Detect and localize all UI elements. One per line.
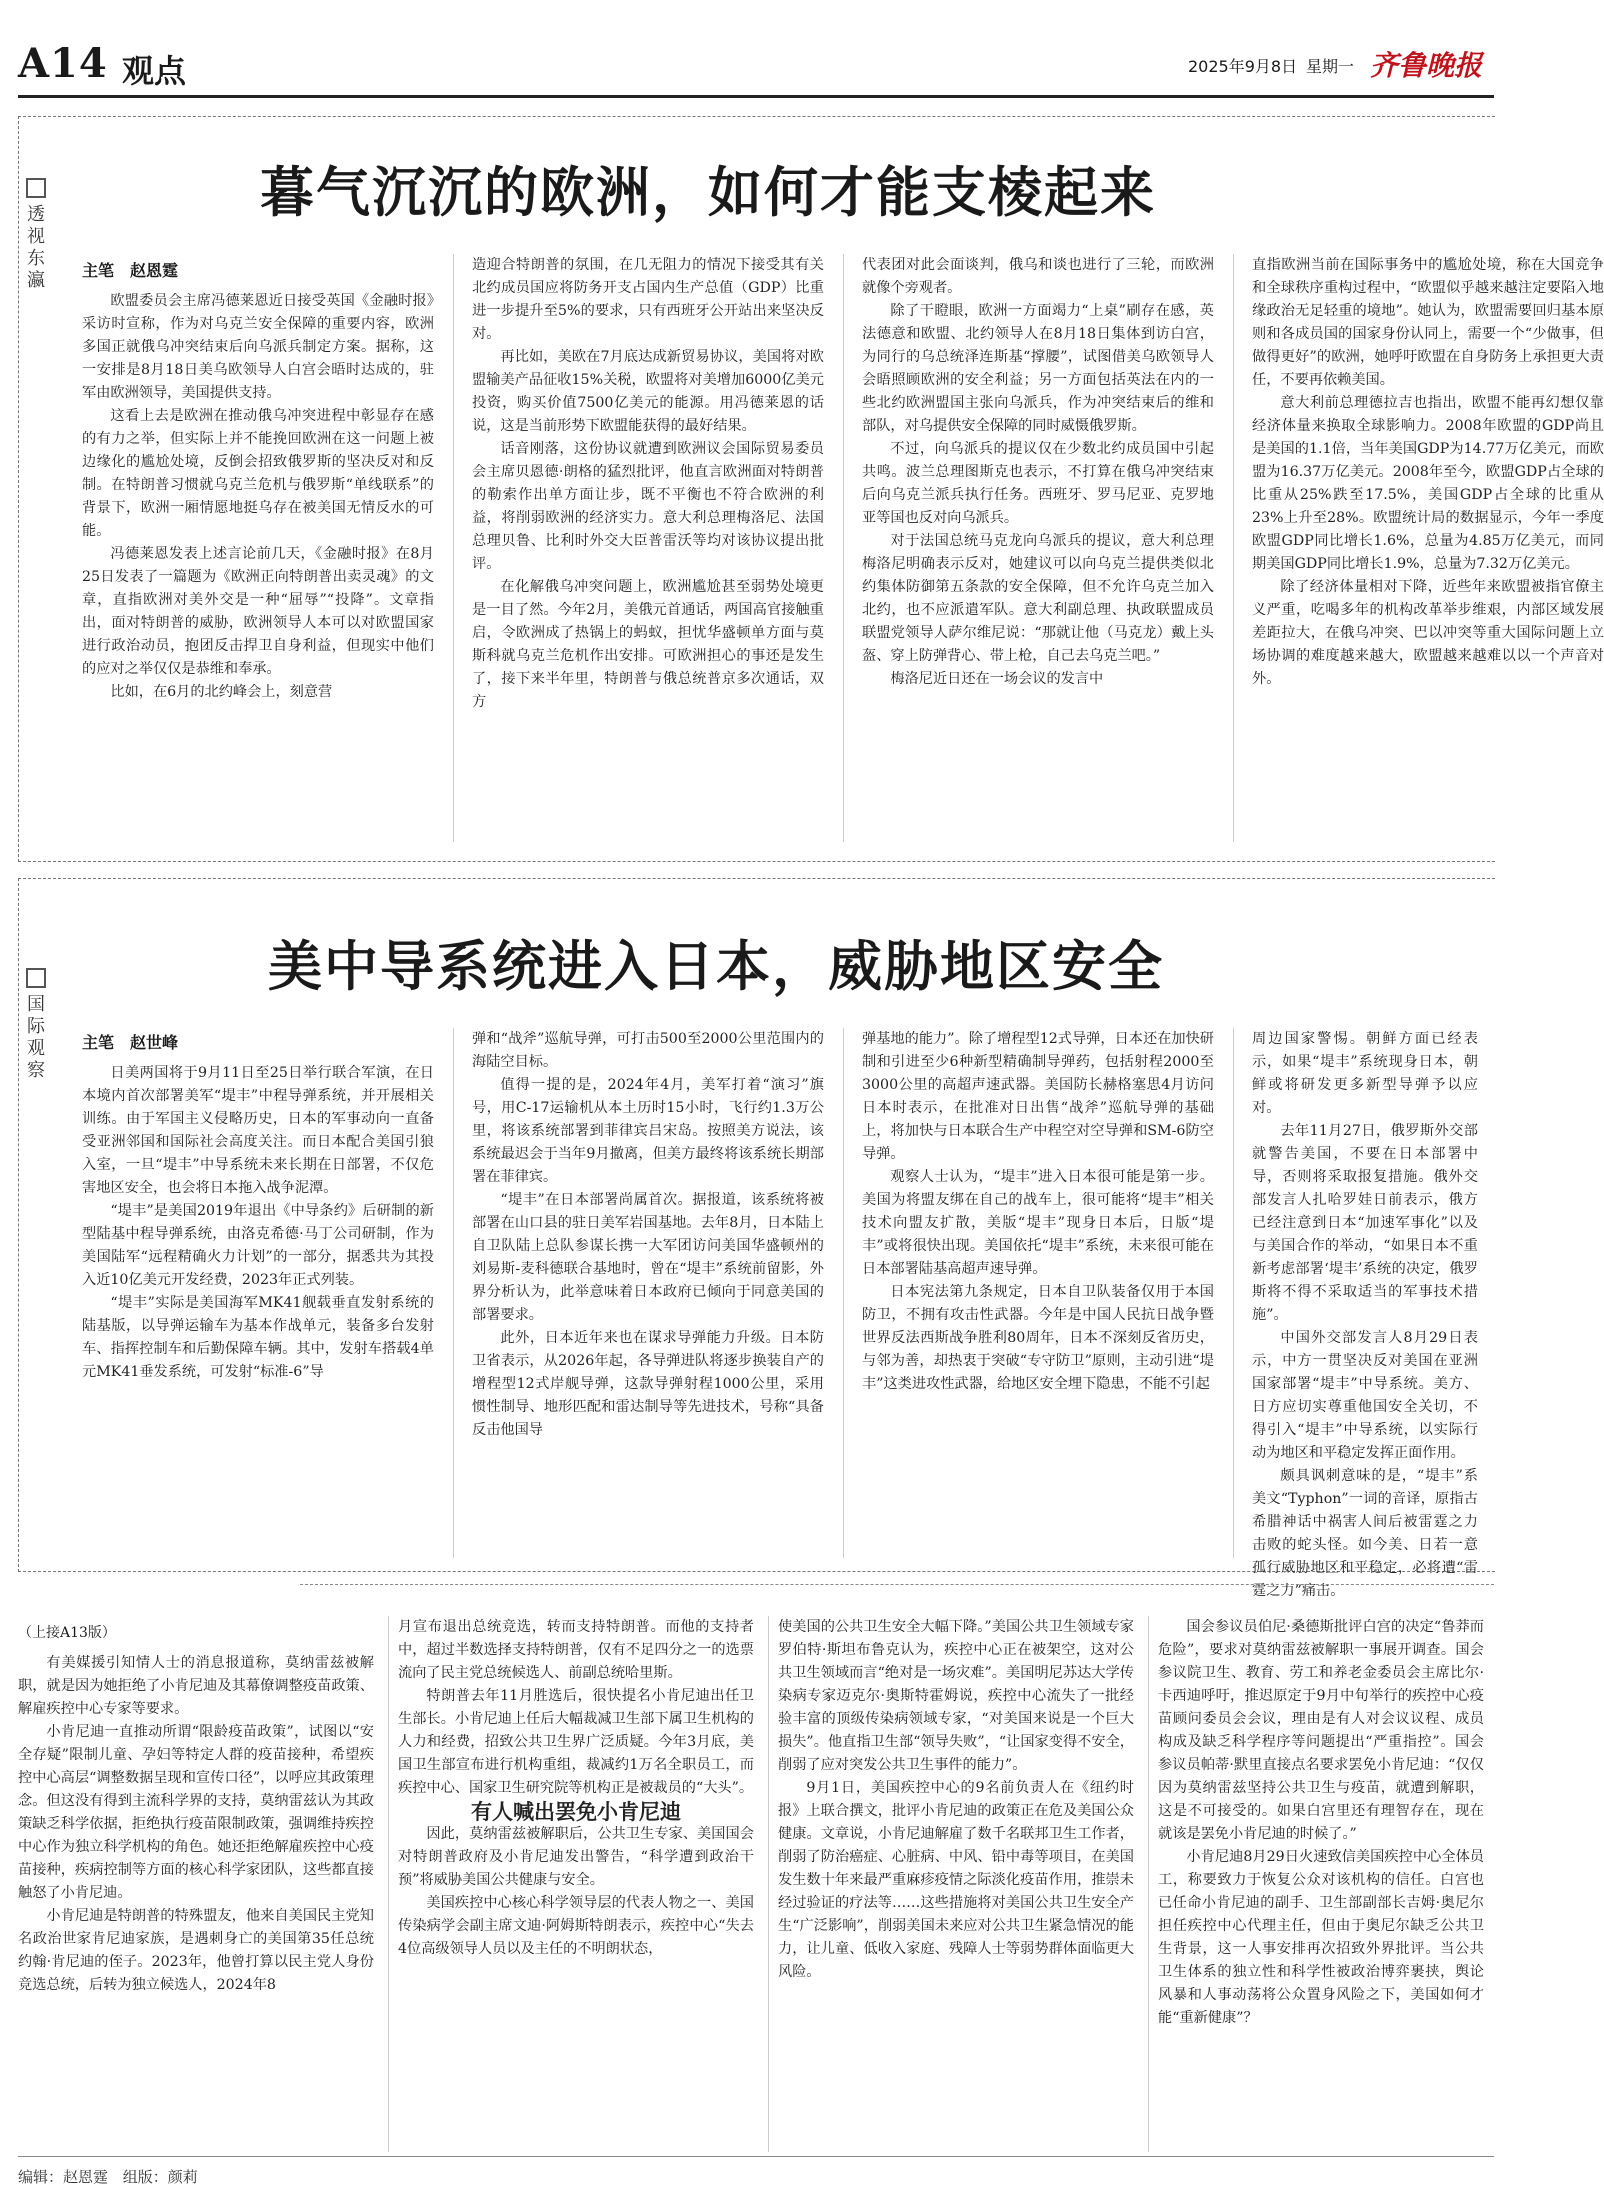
paragraph: 小肯尼迪8月29日火速致信美国疾控中心全体员工，称要致力于恢复公众对该机构的信任。白宫也已任命小肯尼迪的副手、卫生部副部长吉姆·奥尼尔担任疾控中心代理主任，但由于奥尼尔缺乏公共卫生背景，这一人事安排再次招致外界批评。当公共卫生体系的独立性和科学性被政治博弈裹挟，舆论风暴和人事动荡将公众置身风险之下，美国如何才能“重新健康”？ xyxy=(1158,1849,1484,2026)
article-1-title: 暮气沉沉的欧洲，如何才能支棱起来 xyxy=(260,160,1156,224)
paragraph: 有美媒援引知情人士的消息报道称，莫纳雷兹被解职，就是因为她拒绝了小肯尼迪及其幕僚调整疫苗政策、解雇疾控中心专家等要求。 xyxy=(18,1655,374,1717)
paragraph: 小肯尼迪是特朗普的特殊盟友，他来自美国民主党知名政治世家肯尼迪家族，是遇刺身亡的美国第35任总统约翰·肯尼迪的侄子。2023年，他曾打算以民主党人身份竞选总统，后转为独立候选人，2024年8 xyxy=(18,1908,374,1993)
paragraph: 小肯尼迪一直推动所谓“限龄疫苗政策”，试图以“安全存疑”限制儿童、孕妇等特定人群的疫苗接种，希望疾控中心高层“调整数据呈现和宣传口径”，以呼应其政策理念。但这没有得到主流科学界的支持，莫纳雷兹认为其政策缺乏科学依据，拒绝执行疫苗限制政策，强调维持疾控中心作为独立科学机构的角色。她还拒绝解雇疾控中心疫苗接种，疾病控制等方面的核心科学家团队，这些都直接触怒了小肯尼迪。 xyxy=(18,1724,374,1901)
paragraph: 再比如，美欧在7月底达成新贸易协议，美国将对欧盟输美产品征收15%关税，欧盟将对美增加6000亿美元投资，购买价值7500亿美元的能源。用冯德莱恩的话说，这是当前形势下欧盟能获得的最好结果。 xyxy=(472,349,824,434)
paragraph: 话音刚落，这份协议就遭到欧洲议会国际贸易委员会主席贝恩德·朗格的猛烈批评，他直言欧洲面对特朗普的勒索作出单方面让步，既不平衡也不符合欧洲的利益，将削弱欧洲的经济实力。意大利总理梅洛尼、法国总理贝鲁、比利时外交大臣普雷沃等均对该协议提出批评。 xyxy=(472,441,824,572)
paragraph: 特朗普去年11月胜选后，很快提名小肯尼迪出任卫生部长。小肯尼迪上任后大幅裁减卫生部下属卫生机构的人力和经费，招致公共卫生界广泛质疑。今年3月底，美国卫生部宣布进行机构重组，裁减约1万名全职员工，而疾控中心、国家卫生研究院等机构正是被裁员的“大头”。 xyxy=(398,1688,754,1796)
paragraph: “堤丰”在日本部署尚属首次。据报道，该系统将被部署在山口县的驻日美军岩国基地。去年8月，日本陆上自卫队陆上总队参谋长携一大军团访问美国华盛顿州的刘易斯-麦科德联合基地时，曾在“堤丰”系统前留影，外界分析认为，此举意味着日本政府已倾向于同意美国的部署要求。 xyxy=(472,1192,824,1323)
column-divider xyxy=(453,254,454,842)
newspaper-masthead: 齐鲁晚报 xyxy=(1370,49,1483,82)
column-tag-box-icon xyxy=(26,178,46,198)
column-divider xyxy=(453,1028,454,1558)
article-1-column-tag: 透视东瀛 xyxy=(24,178,48,292)
continued-from-label: （上接A13版） xyxy=(18,1625,116,1641)
paragraph: 颇具讽刺意味的是，“堤丰”系美文“Typhon”一词的音译，原指古希腊神话中祸害人间后被雷霆之力击败的蛇头怪。如今美、日若一意孤行威胁地区和平稳定，必将遭“雷霆之力”痛击。 xyxy=(1252,1468,1478,1599)
paragraph: 弹基地的能力”。除了增程型12式导弹，日本还在加快研制和引进至少6种新型精确制导弹药，包括射程2000至3000公里的高超声速武器。美国防长赫格塞思4月访问日本时表示，在批准对日出售“战斧”巡航导弹的基础上，将加快与日本联合生产中程空对空导弹和SM-6防空导弹。 xyxy=(862,1031,1214,1162)
article-2-column-1 xyxy=(82,1062,434,1554)
paragraph: 不过，向乌派兵的提议仅在少数北约成员国中引起共鸣。波兰总理图斯克也表示，不打算在俄乌冲突结束后向乌克兰派兵执行任务。西班牙、罗马尼亚、克罗地亚等国也反对向乌派兵。 xyxy=(862,441,1214,526)
paragraph: 意大利前总理德拉吉也指出，欧盟不能再幻想仅靠经济体量来换取全球影响力。2008年欧盟的GDP尚且是美国的1.1倍，当年美国GDP为14.77万亿美元，而欧盟为16.37万亿美元。2008年至今，欧盟GDP占全球的比重从25%跌至17.5%，美国GDP占全球的比重从23%上升至28%。欧盟统计局的数据显示，今年一季度欧盟GDP同比增长1.6%，总量为4.85万亿美元，而同期美国GDP同比增长1.9%，总量为7.32万亿美元。 xyxy=(1252,395,1604,572)
article-3-subhead: 有人喊出罢免小肯尼迪 xyxy=(471,1799,681,1824)
column-divider xyxy=(843,254,844,842)
paragraph: 9月1日，美国疾控中心的9名前负责人在《纽约时报》上联合撰文，批评小肯尼迪的政策正在危及美国公众健康。文章说，小肯尼迪解雇了数千名联邦卫生工作者，削弱了防治癌症、心脏病、中风、铅中毒等项目，在美国发生数十年来最严重麻疹疫情之际淡化疫苗作用，推崇未经过验证的疗法等……这些措施将对美国公共卫生安全产生“广泛影响”，削弱美国未来应对公共卫生紧急情况的能力，让儿童、低收入家庭、残障人士等弱势群体面临更大风险。 xyxy=(778,1780,1134,1980)
header-rule xyxy=(18,95,1494,98)
article-1-column-3 xyxy=(862,254,1214,838)
paragraph: 使美国的公共卫生安全大幅下降。”美国公共卫生领域专家罗伯特·斯坦布鲁克认为，疾控中心正在被架空，这对公共卫生领域而言“绝对是一场灾难”。美国明尼苏达大学传染病专家迈克尔·奥斯特霍姆说，疾控中心流失了一批经验丰富的顶级传染病领域专家，“对美国来说是一个巨大损失”。他直指卫生部“领导失败”，“让国家变得不安全，削弱了应对突发公共卫生事件的能力”。 xyxy=(778,1619,1134,1773)
paragraph: 代表团对此会面谈判，俄乌和谈也进行了三轮，而欧洲就像个旁观者。 xyxy=(862,257,1214,296)
paragraph: 日美两国将于9月11日至25日举行联合军演，在日本境内首次部署美军“堤丰”中程导弹系统，并开展相关训练。由于军国主义侵略历史，日本的军事动向一直备受亚洲邻国和国际社会高度关注。而日本配合美国引狼入室，一旦“堤丰”中导系统未来长期在日部署，不仅危害地区安全，也会将日本拖入战争泥潭。 xyxy=(82,1065,434,1196)
article-2-column-4 xyxy=(1252,1028,1478,1599)
paragraph: 冯德莱恩发表上述言论前几天，《金融时报》在8月25日发表了一篇题为《欧洲正向特朗普出卖灵魂》的文章，直指欧洲对美外交是一种“屈辱”“投降”。文章指出，面对特朗普的威胁，欧洲领导人本可以对欧盟国家进行政治动员，抱团反击捍卫自身利益，但现实中他们的应对之举仅仅是恭维和奉承。 xyxy=(82,546,434,677)
article-2-column-3 xyxy=(862,1028,1214,1554)
paragraph: 在化解俄乌冲突问题上，欧洲尴尬甚至弱势处境更是一目了然。今年2月，美俄元首通话，两国高官接触重启，令欧洲成了热锅上的蚂蚁，担忧华盛顿单方面与莫斯科就乌克兰危机作出安排。可欧洲担心的事还是发生了，接下来半年里，特朗普与俄总统普京多次通话，双方 xyxy=(472,579,824,710)
paragraph: 此外，日本近年来也在谋求导弹能力升级。日本防卫省表示，从2026年起，各导弹进队将逐步换装自产的增程型12式岸舰导弹，这款导弹射程1000公里，采用惯性制导、地形匹配和雷达制导等先进技术，号称“具备反击他国导 xyxy=(472,1330,824,1438)
paragraph: 造迎合特朗普的氛围，在几无阻力的情况下接受其有关北约成员国应将防务开支占国内生产总值（GDP）比重进一步提升至5%的要求，只有西班牙公开站出来坚决反对。 xyxy=(472,257,824,342)
paragraph: 值得一提的是，2024年4月，美军打着“演习”旗号，用C-17运输机从本土历时15小时，飞行约1.3万公里，将该系统部署到菲律宾吕宋岛。按照美方说法，该系统最迟会于当年9月撤离，但美方最终将该系统长期部署在菲律宾。 xyxy=(472,1077,824,1185)
article-1-byline: 主笔 赵恩霆 xyxy=(82,261,179,280)
paragraph: 中国外交部发言人8月29日表示，中方一贯坚决反对美国在亚洲国家部署“堤丰”中导系统。美方、日方应切实尊重他国安全关切，不得引入“堤丰”中导系统，以实际行动为地区和平稳定发挥正面作用。 xyxy=(1252,1330,1478,1461)
column-tag-box-icon xyxy=(26,968,46,988)
paragraph: 周边国家警惕。朝鲜方面已经表示，如果“堤丰”系统现身日本，朝鲜或将研发更多新型导弹予以应对。 xyxy=(1252,1031,1478,1116)
layout-credit: 组版：颜莉 xyxy=(122,2168,198,2186)
section-label: 观点 xyxy=(122,52,187,90)
paragraph: “堤丰”是美国2019年退出《中导条约》后研制的新型陆基中程导弹系统，由洛克希德·马丁公司研制，作为美国陆军“远程精确火力计划”的一部分，据悉共为其投入近10亿美元开发经费，2023年正式列装。 xyxy=(82,1203,434,1288)
column-divider xyxy=(1233,1028,1234,1558)
article-1-column-4 xyxy=(1252,254,1604,838)
paragraph: 欧盟委员会主席冯德莱恩近日接受英国《金融时报》采访时宣称，作为对乌克兰安全保障的重要内容，欧洲多国正就俄乌冲突结束后向乌派兵制定方案。据称，这一安排是8月18日美乌欧领导人白宫会晤时达成的，驻军由欧洲领导，美国提供支持。 xyxy=(82,293,434,401)
article-2-byline: 主笔 赵世峰 xyxy=(82,1033,179,1052)
paragraph: 比如，在6月的北约峰会上，刻意营 xyxy=(110,684,333,700)
paragraph: 美国疾控中心核心科学领导层的代表人物之一、美国传染病学会副主席文迪·阿姆斯特朗表示，疾控中心“失去4位高级领导人员以及主任的不明朗状态， xyxy=(398,1895,754,1957)
column-divider xyxy=(388,1616,389,2152)
article-3-column-2 xyxy=(398,1616,754,2150)
paragraph: 日本宪法第九条规定，日本自卫队装备仅用于本国防卫，不拥有攻击性武器。今年是中国人民抗日战争暨世界反法西斯战争胜利80周年，日本不深刻反省历史，与邻为善，却热衷于突破“专守防卫”原则，主动引进“堤丰”这类进攻性武器，给地区安全埋下隐患，不能不引起 xyxy=(862,1284,1214,1392)
paragraph: 因此，莫纳雷兹被解职后，公共卫生专家、美国国会对特朗普政府及小肯尼迪发出警告，“科学遭到政治干预”将威胁美国公共健康与安全。 xyxy=(398,1826,754,1888)
paragraph: 梅洛尼近日还在一场会议的发言中 xyxy=(890,671,1104,687)
paragraph: 国会参议员伯尼·桑德斯批评白宫的决定“鲁莽而危险”，要求对莫纳雷兹被解职一事展开调查。国会参议院卫生、教育、劳工和养老金委员会主席比尔·卡西迪呼吁，推迟原定于9月中旬举行的疾控中心疫苗顾问委员会会议，理由是有人对会议议程、成员构成及缺乏科学程序等问题提出“严重指控”。国会参议员帕蒂·默里直接点名要求罢免小肯尼迪：“仅仅因为莫纳雷兹坚持公共卫生与疫苗，就遭到解职，这是不可接受的。如果白宫里还有理智存在，现在就该是罢免小肯尼迪的时候了。” xyxy=(1158,1619,1484,1842)
paragraph: 直指欧洲当前在国际事务中的尴尬处境，称在大国竞争和全球秩序重构过程中，“欧盟似乎越来越注定要陷入地缘政治无足轻重的境地”。她认为，欧盟需要回归基本原则和各成员国的国家身份认同上，需要一个“少做事，但做得更好”的欧洲，她呼吁欧盟在自身防务上承担更大责任，不要再依赖美国。 xyxy=(1252,257,1604,388)
paragraph: 除了干瞪眼，欧洲一方面竭力“上桌”刷存在感，英法德意和欧盟、北约领导人在8月18日集体到访白宫，为同行的乌总统泽连斯基“撑腰”，试图借美乌欧领导人会晤照顾欧洲的安全利益；另一方面包括英法在内的一些北约欧洲盟国主张向乌派兵，作为冲突结束后的维和部队，对乌提供安全保障的同时威慑俄罗斯。 xyxy=(862,303,1214,434)
column-divider xyxy=(1233,254,1234,842)
editor-credit: 编辑：赵恩霆 xyxy=(18,2168,109,2186)
article-2-title: 美中导系统进入日本，威胁地区安全 xyxy=(268,934,1164,998)
issue-weekday: 星期一 xyxy=(1306,57,1355,76)
paragraph: “堤丰”实际是美国海军MK41舰载垂直发射系统的陆基版，以导弹运输车为基本作战单元，装备多台发射车、指挥控制车和后勤保障车辆。其中，发射车搭载4单元MK41垂发系统，可发射“标准-6”导 xyxy=(82,1295,434,1380)
column-divider xyxy=(843,1028,844,1558)
column-divider xyxy=(1148,1616,1149,2152)
footer-credits xyxy=(18,2166,208,2187)
issue-date: 2025年9月8日 xyxy=(1188,57,1298,76)
article-3-separator xyxy=(300,1584,1494,1585)
paragraph: 弹和“战斧”巡航导弹，可打击500至2000公里范围内的海陆空目标。 xyxy=(472,1031,824,1070)
paragraph: 去年11月27日，俄罗斯外交部就警告美国，不要在日本部署中导，否则将采取报复措施。俄外交部发言人扎哈罗娃日前表示，俄方已经注意到日本“加速军事化”以及与美国合作的举动，“如果日本不重新考虑部署‘堤丰’系统的决定，俄罗斯将不得不采取适当的军事技术措施”。 xyxy=(1252,1123,1478,1323)
page-number: A14 xyxy=(18,40,108,87)
paragraph: 除了经济体量相对下降，近些年来欧盟被指官僚主义严重，吃喝多年的机构改革举步维艰，内部区域发展差距拉大，在俄乌冲突、巴以冲突等重大国际问题上立场协调的难度越来越大，欧盟越来越难以以一个声音对外。 xyxy=(1252,579,1604,687)
article-3-column-3 xyxy=(778,1616,1134,2150)
paragraph: 月宣布退出总统竞选，转而支持特朗普。而他的支持者中，超过半数选择支持特朗普，仅有不足四分之一的选票流向了民主党总统候选人、前副总统哈里斯。 xyxy=(398,1619,754,1681)
article-3-column-1 xyxy=(18,1652,374,2150)
paragraph: 对于法国总统马克龙向乌派兵的提议，意大利总理梅洛尼明确表示反对，她建议可以向乌克兰提供类似北约集体防御第五条款的安全保障，但不允许乌克兰加入北约，也不应派遣军队。意大利副总理、执政联盟成员联盟党领导人萨尔维尼说：“那就让他（马克龙）戴上头盔、穿上防弹背心、带上枪，自己去乌克兰吧。” xyxy=(862,533,1214,664)
footer-rule xyxy=(18,2156,1494,2157)
article-1-column-2 xyxy=(472,254,824,838)
paragraph: 观察人士认为，“堤丰”进入日本很可能是第一步。美国为将盟友绑在自己的战车上，很可能将“堤丰”相关技术向盟友扩散，美版“堤丰”现身日本后，日版“堤丰”或将很快出现。美国依托“堤丰”系统，未来很可能在日本部署陆基高超声速导弹。 xyxy=(862,1169,1214,1277)
article-2-column-2 xyxy=(472,1028,824,1554)
article-3-column-4 xyxy=(1158,1616,1484,2150)
paragraph: 这看上去是欧洲在推动俄乌冲突进程中彰显存在感的有力之举，但实际上并不能挽回欧洲在这一问题上被边缘化的尴尬处境，反倒会招致俄罗斯的坚决反对和反制。在特朗普习惯就乌克兰危机与俄罗斯“单线联系”的背景下，欧洲一厢情愿地挺乌存在被美国无情反水的可能。 xyxy=(82,408,434,539)
article-1-column-1 xyxy=(82,290,434,838)
column-divider xyxy=(768,1616,769,2152)
article-2-column-tag: 国际观察 xyxy=(24,968,48,1082)
